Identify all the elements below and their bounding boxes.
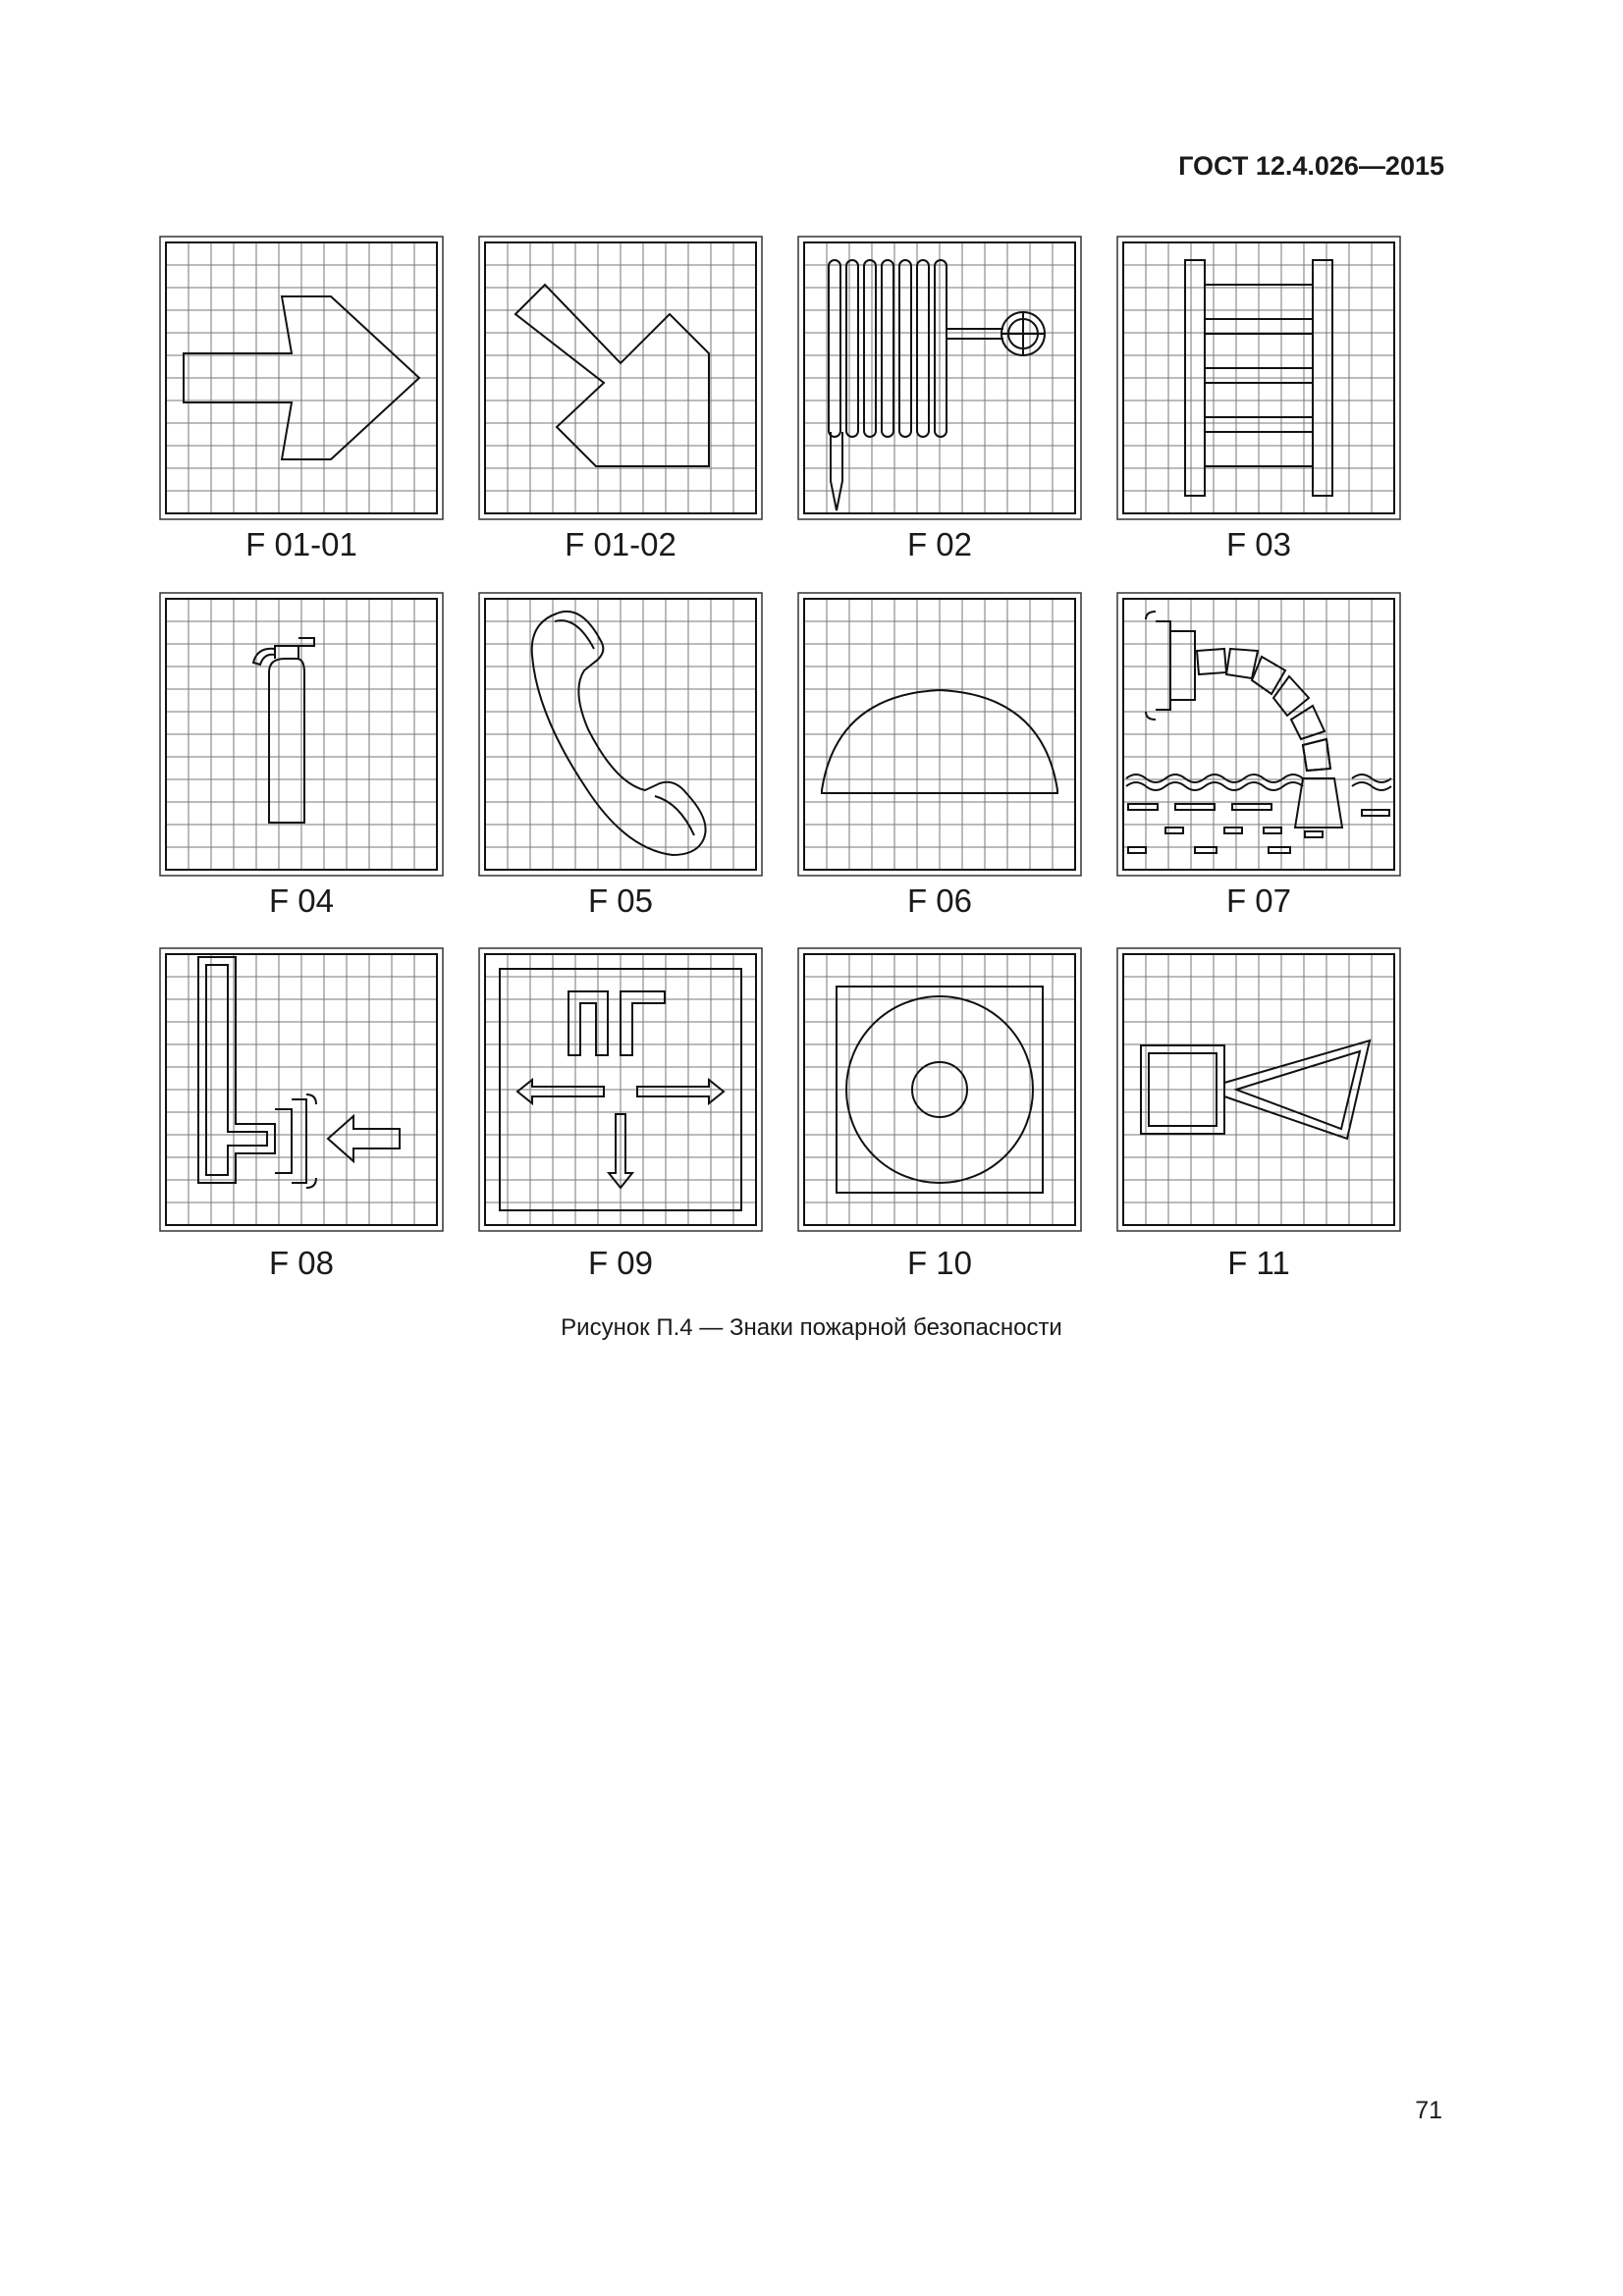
- sign-f05: [478, 592, 763, 877]
- fire-hose-reel-icon: [797, 236, 1082, 520]
- sign-f01-01: [159, 236, 444, 520]
- water-intake-hose-icon: [1116, 592, 1401, 877]
- fire-ladder-icon: [1116, 236, 1401, 520]
- sign-label: F 08: [268, 1245, 335, 1281]
- sign-label: F 05: [587, 882, 654, 919]
- sign-f08: [159, 947, 444, 1232]
- figure-caption: Рисунок П.4 — Знаки пожарной безопасности: [561, 1314, 1062, 1341]
- semicircle-icon: [797, 592, 1082, 877]
- sign-f03: [1116, 236, 1401, 520]
- sign-f09: [478, 947, 763, 1232]
- phone-handset-icon: [478, 592, 763, 877]
- fire-button-icon: [797, 947, 1082, 1232]
- sign-label: F 06: [906, 882, 973, 919]
- document-header: ГОСТ 12.4.026—2015: [1178, 151, 1444, 181]
- sign-f02: [797, 236, 1082, 520]
- dry-pipe-connection-icon: [159, 947, 444, 1232]
- sign-f01-02: [478, 236, 763, 520]
- sign-f10: [797, 947, 1082, 1232]
- sign-label: F 07: [1225, 882, 1292, 919]
- fire-siren-icon: [1116, 947, 1401, 1232]
- sign-label: F 11: [1227, 1245, 1290, 1281]
- sign-label: F 09: [587, 1245, 654, 1281]
- sign-f07: [1116, 592, 1401, 877]
- sign-f11: [1116, 947, 1401, 1232]
- fire-hydrant-pg-icon: [478, 947, 763, 1232]
- sign-label: F 03: [1225, 526, 1292, 562]
- arrow-down-right-icon: [478, 236, 763, 520]
- sign-label: F 01-01: [245, 526, 357, 562]
- sign-label: F 10: [906, 1245, 973, 1281]
- sign-label: F 04: [268, 882, 335, 919]
- sign-f06: [797, 592, 1082, 877]
- fire-extinguisher-icon: [159, 592, 444, 877]
- sign-label: F 02: [906, 526, 973, 562]
- page-number: 71: [1415, 2097, 1442, 2124]
- arrow-right-icon: [159, 236, 444, 520]
- sign-f04: [159, 592, 444, 877]
- sign-label: F 01-02: [565, 526, 676, 562]
